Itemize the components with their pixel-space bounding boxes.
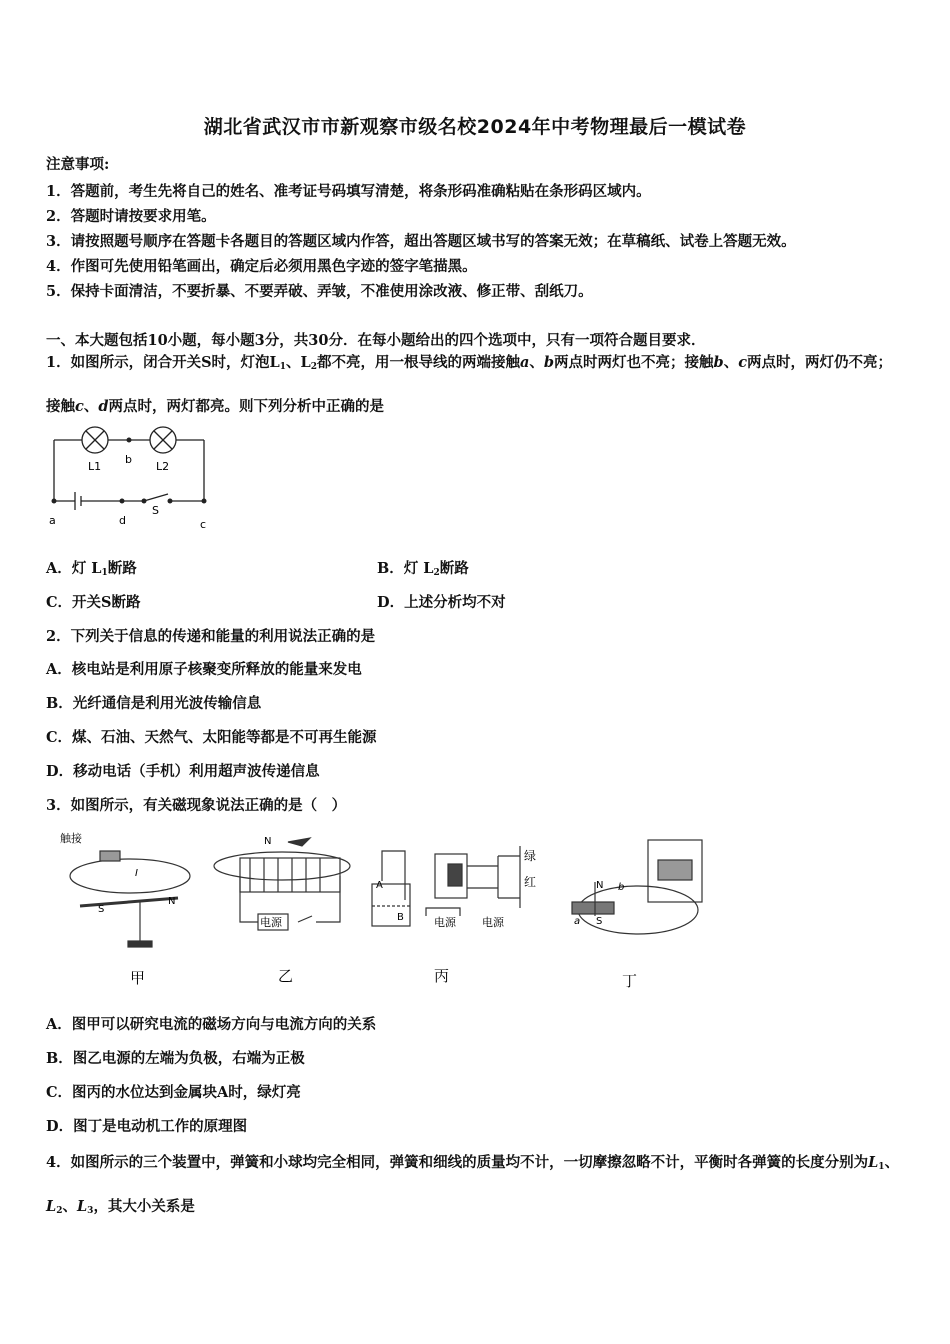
q2-option-b: B．光纤通信是利用光波传输信息	[46, 695, 262, 712]
label-N-jia: N	[168, 896, 176, 907]
label-L2: L2	[156, 460, 170, 473]
label-a-ding: a	[574, 916, 581, 927]
q3-option-c: C．图丙的水位达到金属块A时，绿灯亮	[46, 1084, 301, 1101]
section-heading: 一、本大题包括10小题，每小题3分，共30分．在每小题给出的四个选项中，只有一项符合题目要求．	[46, 332, 706, 349]
q1-option-d: D．上述分析均不对	[377, 594, 506, 611]
label-yi: 乙	[278, 967, 294, 985]
q1-option-c: C．开关S断路	[46, 594, 141, 611]
question-1-stem: 1．如图所示，闭合开关S时，灯泡$L_1$、$L_2$都不亮，用一根导线的两端接触a、b两点时两灯也不亮；接触b、c两点时，两灯仍不亮；接触c、d两点时，两灯都亮。则下列分析中正确的是	[46, 354, 893, 415]
label-N-yi: N	[264, 836, 272, 847]
label-b-ding: b	[618, 882, 625, 893]
label-A: A	[376, 880, 383, 891]
q2-option-c: C．煤、石油、天然气、太阳能等都是不可再生能源	[46, 729, 377, 746]
notice-item: 2．答题时请按要求用笔。	[46, 208, 216, 225]
question-3-stem: 3．如图所示，有关磁现象说法正确的是（ ）	[46, 797, 347, 814]
label-S: S	[152, 504, 159, 517]
label-power-yi: 电源	[260, 916, 282, 929]
label-ding: 丁	[622, 972, 638, 990]
q1-option-b: B．灯 $L_2$断路	[377, 560, 469, 578]
q3-magnetism-figures	[50, 826, 730, 998]
label-a: a	[49, 514, 56, 527]
label-N-ding: N	[596, 880, 604, 891]
q3-option-a: A．图甲可以研究电流的磁场方向与电流方向的关系	[46, 1016, 377, 1033]
label-b: b	[125, 453, 132, 466]
label-green: 绿	[524, 849, 537, 863]
notice-item: 4．作图可先使用铅笔画出，确定后必须用黑色字迹的签字笔描黑。	[46, 258, 477, 275]
question-2-stem: 2．下列关于信息的传递和能量的利用说法正确的是	[46, 628, 376, 645]
notice-item: 3．请按照题号顺序在答题卡各题目的答题区域内作答，超出答题区域书写的答案无效；在草稿纸、试卷上答题无效。	[46, 233, 796, 250]
label-power-bing-2: 电源	[482, 916, 504, 929]
question-4-stem: 4．如图所示的三个装置中，弹簧和小球均完全相同，弹簧和细线的质量均不计，一切摩擦忽略不计，平衡时各弹簧的长度分别为$L_1$、$L_2$、$L_3$，其大小关系是	[46, 1154, 900, 1216]
label-S-jia: S	[98, 904, 105, 915]
notice-item: 1．答题前，考生先将自己的姓名、准考证号码填写清楚，将条形码准确粘贴在条形码区域内。	[46, 183, 651, 200]
label-red: 红	[524, 875, 537, 889]
q1-option-a: A．灯 $L_1$断路	[46, 560, 137, 578]
label-L1: L1	[88, 460, 102, 473]
label-B: B	[397, 912, 404, 923]
notice-item: 5．保持卡面清洁，不要折暴、不要弄破、弄皱，不准使用涂改液、修正带、刮纸刀。	[46, 283, 593, 300]
label-I: I	[135, 868, 138, 879]
label-jia: 甲	[130, 969, 146, 987]
label-d: d	[119, 514, 126, 527]
q2-option-d: D．移动电话（手机）利用超声波传递信息	[46, 763, 320, 780]
page-title: 湖北省武汉市市新观察市级名校2024年中考物理最后一模试卷	[203, 116, 747, 138]
q2-option-a: A．核电站是利用原子核聚变所释放的能量来发电	[46, 661, 362, 678]
q3-option-b: B．图乙电源的左端为负极，右端为正极	[46, 1050, 305, 1067]
q3-option-d: D．图丁是电动机工作的原理图	[46, 1118, 248, 1135]
label-power-bing-1: 电源	[434, 916, 456, 929]
notice-heading: 注意事项:	[46, 156, 110, 173]
label-S-ding: S	[596, 916, 603, 927]
label-bing: 丙	[434, 967, 450, 985]
label-touch: 触接	[60, 832, 82, 845]
q1-circuit-diagram	[40, 418, 220, 538]
label-c: c	[200, 518, 207, 531]
